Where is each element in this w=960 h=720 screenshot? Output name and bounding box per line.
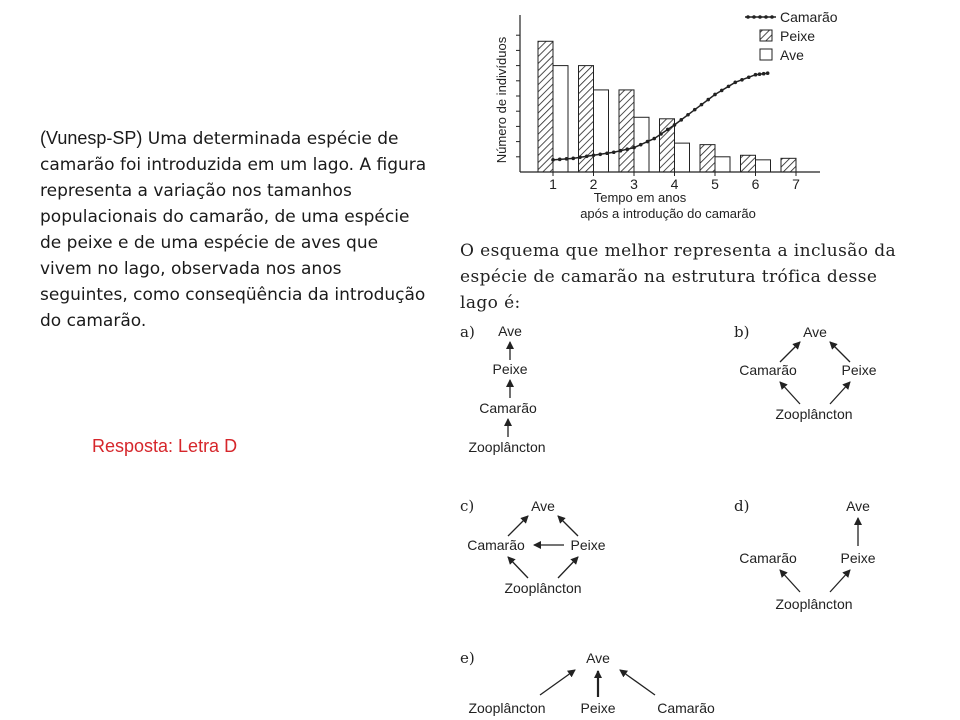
point-camarao	[632, 146, 636, 150]
bar-ave-1	[553, 66, 568, 172]
arrow-c4	[508, 557, 528, 578]
point-camarao	[706, 98, 710, 102]
option-d-zoo: Zooplâncton	[775, 596, 853, 612]
legend-camarao: Camarão	[780, 9, 838, 25]
point-camarao	[727, 85, 731, 89]
option-c-ave: Ave	[531, 498, 555, 514]
arrow-b1	[780, 342, 800, 362]
point-camarao	[619, 149, 623, 153]
point-camarao	[666, 128, 670, 132]
option-d-camarao: Camarão	[739, 550, 797, 566]
bar-ave-6	[756, 160, 771, 172]
y-axis-label: Número de indivíduos	[494, 36, 509, 164]
point-camarao	[733, 81, 737, 85]
option-d-ave: Ave	[846, 498, 870, 514]
point-camarao	[693, 108, 697, 112]
option-e-label: e)	[460, 649, 475, 667]
question-body: Uma determinada espécie de camarão foi introduzida em um lago. A figura representa a variação nos tamanhos populacionais do camarão, de uma espécie de peixe e de uma espécie de aves que vivem no lago, observada nos anos seguintes, como conseqüência da introdução do camarão.	[40, 129, 427, 331]
legend-peixe: Peixe	[780, 28, 816, 44]
point-camarao	[686, 113, 690, 117]
option-e-peixe: Peixe	[580, 700, 616, 716]
point-camarao	[605, 151, 609, 155]
arrow-b4	[830, 382, 850, 404]
option-a-ave: Ave	[498, 323, 522, 339]
point-camarao	[754, 73, 758, 77]
option-a-label: a)	[460, 323, 475, 341]
option-c	[460, 497, 606, 596]
option-a-zoo: Zooplâncton	[468, 439, 546, 455]
arrow-b2	[830, 342, 850, 362]
x-tick-label-4: 4	[670, 176, 679, 192]
option-a-peixe: Peixe	[492, 361, 528, 377]
point-camarao	[646, 140, 650, 144]
arrow-e1	[540, 670, 575, 695]
arrow-b3	[780, 382, 800, 404]
point-camarao	[679, 118, 683, 122]
point-camarao	[558, 158, 562, 162]
point-camarao	[592, 153, 596, 157]
point-camarao	[578, 156, 582, 160]
x-tick-label-1: 1	[549, 176, 557, 192]
option-b-camarao: Camarão	[739, 362, 797, 378]
arrow-c2	[558, 516, 578, 536]
option-e-camarao: Camarão	[657, 700, 715, 716]
chart-marks	[538, 41, 796, 172]
option-c-label: c)	[460, 497, 475, 515]
chart-legend	[745, 9, 838, 63]
option-a	[460, 323, 546, 455]
option-e-zoo: Zooplâncton	[468, 700, 546, 716]
x-tick-label-5: 5	[711, 176, 719, 192]
point-camarao	[652, 137, 656, 141]
point-camarao	[766, 71, 770, 75]
option-b-zoo: Zooplâncton	[775, 406, 853, 422]
legend-white-swatch	[760, 49, 772, 60]
point-camarao	[700, 103, 704, 107]
point-camarao	[762, 72, 766, 76]
point-camarao	[625, 147, 629, 151]
option-e-ave: Ave	[586, 650, 610, 666]
question-source: (Vunesp-SP)	[40, 128, 143, 148]
point-camarao	[740, 78, 744, 82]
point-camarao	[673, 123, 677, 127]
bar-ave-4	[675, 143, 690, 172]
bar-peixe-6	[741, 155, 756, 172]
x-tick-label-6: 6	[751, 176, 760, 192]
point-camarao	[551, 158, 555, 162]
option-c-peixe: Peixe	[570, 537, 606, 553]
point-camarao	[598, 152, 602, 156]
arrow-c5	[558, 557, 578, 578]
legend-ave: Ave	[780, 47, 804, 63]
answer-text: Resposta: Letra D	[92, 436, 238, 456]
point-camarao	[612, 150, 616, 154]
point-camarao	[758, 72, 762, 76]
arrow-c1	[508, 516, 528, 536]
x-axis-label-1: Tempo em anos	[593, 190, 687, 205]
point-camarao	[720, 89, 724, 93]
bar-peixe-1	[538, 41, 553, 172]
options-prompt: O esquema que melhor representa a inclusão da espécie de camarão na estrutura trófica desse lago é:	[460, 241, 897, 313]
point-camarao	[659, 132, 663, 136]
option-b-ave: Ave	[803, 324, 827, 340]
point-camarao	[571, 157, 575, 161]
bar-ave-5	[715, 157, 730, 172]
bar-peixe-5	[700, 145, 715, 172]
bar-ave-2	[594, 90, 609, 172]
bar-peixe-3	[619, 90, 634, 172]
arrow-d2	[780, 570, 800, 592]
point-camarao	[565, 157, 569, 161]
option-b-label: b)	[734, 323, 750, 341]
x-axis-label-2: após a introdução do camarão	[580, 206, 756, 221]
option-a-camarao: Camarão	[479, 400, 537, 416]
option-e	[460, 649, 715, 716]
option-c-camarao: Camarão	[467, 537, 525, 553]
option-c-zoo: Zooplâncton	[504, 580, 582, 596]
x-tick-label-2: 2	[589, 176, 598, 192]
point-camarao	[639, 143, 643, 147]
x-tick-label-7: 7	[792, 176, 800, 192]
arrow-e3	[620, 670, 655, 695]
x-tick-label-3: 3	[630, 176, 638, 192]
option-d	[734, 497, 876, 612]
option-b-peixe: Peixe	[841, 362, 877, 378]
point-camarao	[585, 154, 589, 158]
point-camarao	[713, 93, 717, 97]
legend-hatch-swatch	[760, 30, 772, 41]
option-b	[734, 323, 877, 422]
option-d-label: d)	[734, 497, 750, 515]
population-chart	[494, 9, 838, 221]
point-camarao	[747, 75, 751, 79]
bar-peixe-7	[781, 158, 796, 172]
option-d-peixe: Peixe	[840, 550, 876, 566]
arrow-d3	[830, 570, 850, 592]
